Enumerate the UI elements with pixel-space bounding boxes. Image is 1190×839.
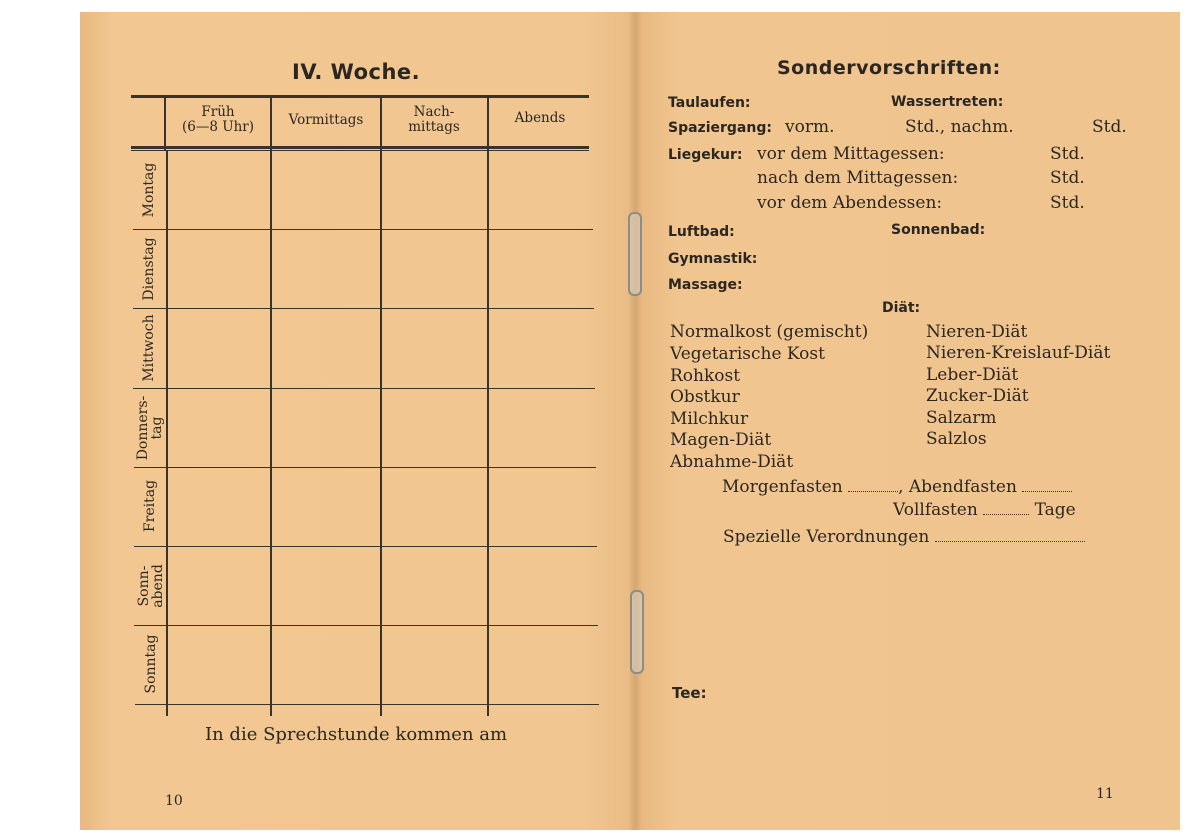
- page-number-right: 11: [1096, 786, 1114, 802]
- diet-right-1: Nieren-Diät: [926, 322, 1028, 342]
- liegekur-std-2: Std.: [1050, 168, 1085, 188]
- spezielle-row: [723, 527, 1085, 547]
- massage-label: Massage:: [668, 277, 743, 293]
- day-sonnabend: Sonn- abend: [136, 564, 166, 608]
- day-sonntag: Sonntag: [143, 634, 159, 694]
- diet-right-5: Salzarm: [926, 408, 997, 428]
- week-title: IV. Woche.: [292, 60, 421, 84]
- vollfasten-label: Vollfasten: [893, 500, 978, 520]
- day-dienstag: Dienstag: [141, 237, 157, 301]
- wassertreten-label: Wassertreten:: [891, 94, 1004, 110]
- liegekur-std-3: Std.: [1050, 193, 1085, 213]
- liegekur-row-3: vor dem Abendessen:: [757, 193, 943, 213]
- consultation-note: In die Sprechstunde kommen am: [205, 724, 508, 745]
- col-vormittags: Vormittags: [288, 112, 364, 128]
- morgenfasten-blank: [848, 481, 898, 492]
- abendfasten-blank: [1022, 481, 1072, 492]
- col-abends: Abends: [514, 110, 566, 126]
- fasting-row: [722, 477, 1072, 497]
- lower-staple: [630, 590, 644, 674]
- tee-label: Tee:: [672, 684, 707, 702]
- gymnastik-label: Gymnastik:: [668, 251, 758, 267]
- day-mittwoch: Mittwoch: [141, 314, 157, 382]
- diet-left-2: Vegetarische Kost: [670, 344, 825, 364]
- vollfasten-row: [893, 500, 1076, 520]
- spaziergang-std: Std.: [1092, 117, 1127, 137]
- spezielle-blank: [935, 531, 1085, 542]
- book-gutter: [628, 12, 642, 830]
- upper-staple: [628, 212, 642, 296]
- taulaufen-label: Taulaufen:: [668, 95, 751, 111]
- luftbad-label: Luftbad:: [668, 224, 735, 240]
- page-number-left: 10: [165, 793, 183, 809]
- liegekur-label: Liegekur:: [668, 147, 743, 163]
- day-montag: Montag: [141, 162, 157, 218]
- spezielle-label: Spezielle Verordnungen: [723, 527, 930, 547]
- diet-left-7: Abnahme-Diät: [670, 452, 794, 472]
- tage-label: Tage: [1034, 500, 1076, 520]
- spaziergang-label: Spaziergang:: [668, 120, 772, 136]
- col-nachmittags: Nach- mittags: [408, 104, 460, 135]
- liegekur-row-1: vor dem Mittagessen:: [757, 144, 945, 164]
- vollfasten-blank: [983, 504, 1029, 515]
- liegekur-std-1: Std.: [1050, 144, 1085, 164]
- spaziergang-vorm: vorm.: [785, 117, 835, 137]
- diet-left-5: Milchkur: [670, 409, 749, 429]
- diaet-heading: Diät:: [882, 300, 921, 316]
- day-freitag: Freitag: [142, 479, 158, 533]
- diet-right-3: Leber-Diät: [926, 365, 1019, 385]
- spaziergang-std-nachm: Std., nachm.: [905, 117, 1014, 137]
- diet-right-2: Nieren-Kreislauf-Diät: [926, 343, 1111, 363]
- diet-left-4: Obstkur: [670, 387, 740, 407]
- liegekur-row-2: nach dem Mittagessen:: [757, 168, 959, 188]
- morgenfasten-label: Morgenfasten: [722, 477, 843, 497]
- diet-left-1: Normalkost (gemischt): [670, 322, 869, 342]
- sonnenbad-label: Sonnenbad:: [891, 222, 986, 238]
- diet-right-4: Zucker-Diät: [926, 386, 1029, 406]
- col-frueh: Früh (6—8 Uhr): [181, 104, 255, 135]
- special-instructions-title: Sondervorschriften:: [777, 57, 1001, 79]
- diet-right-6: Salzlos: [926, 429, 987, 449]
- abendfasten-label: , Abendfasten: [898, 477, 1017, 497]
- day-donnerstag: Donners- tag: [135, 395, 165, 461]
- diet-left-6: Magen-Diät: [670, 430, 772, 450]
- diet-left-3: Rohkost: [670, 366, 741, 386]
